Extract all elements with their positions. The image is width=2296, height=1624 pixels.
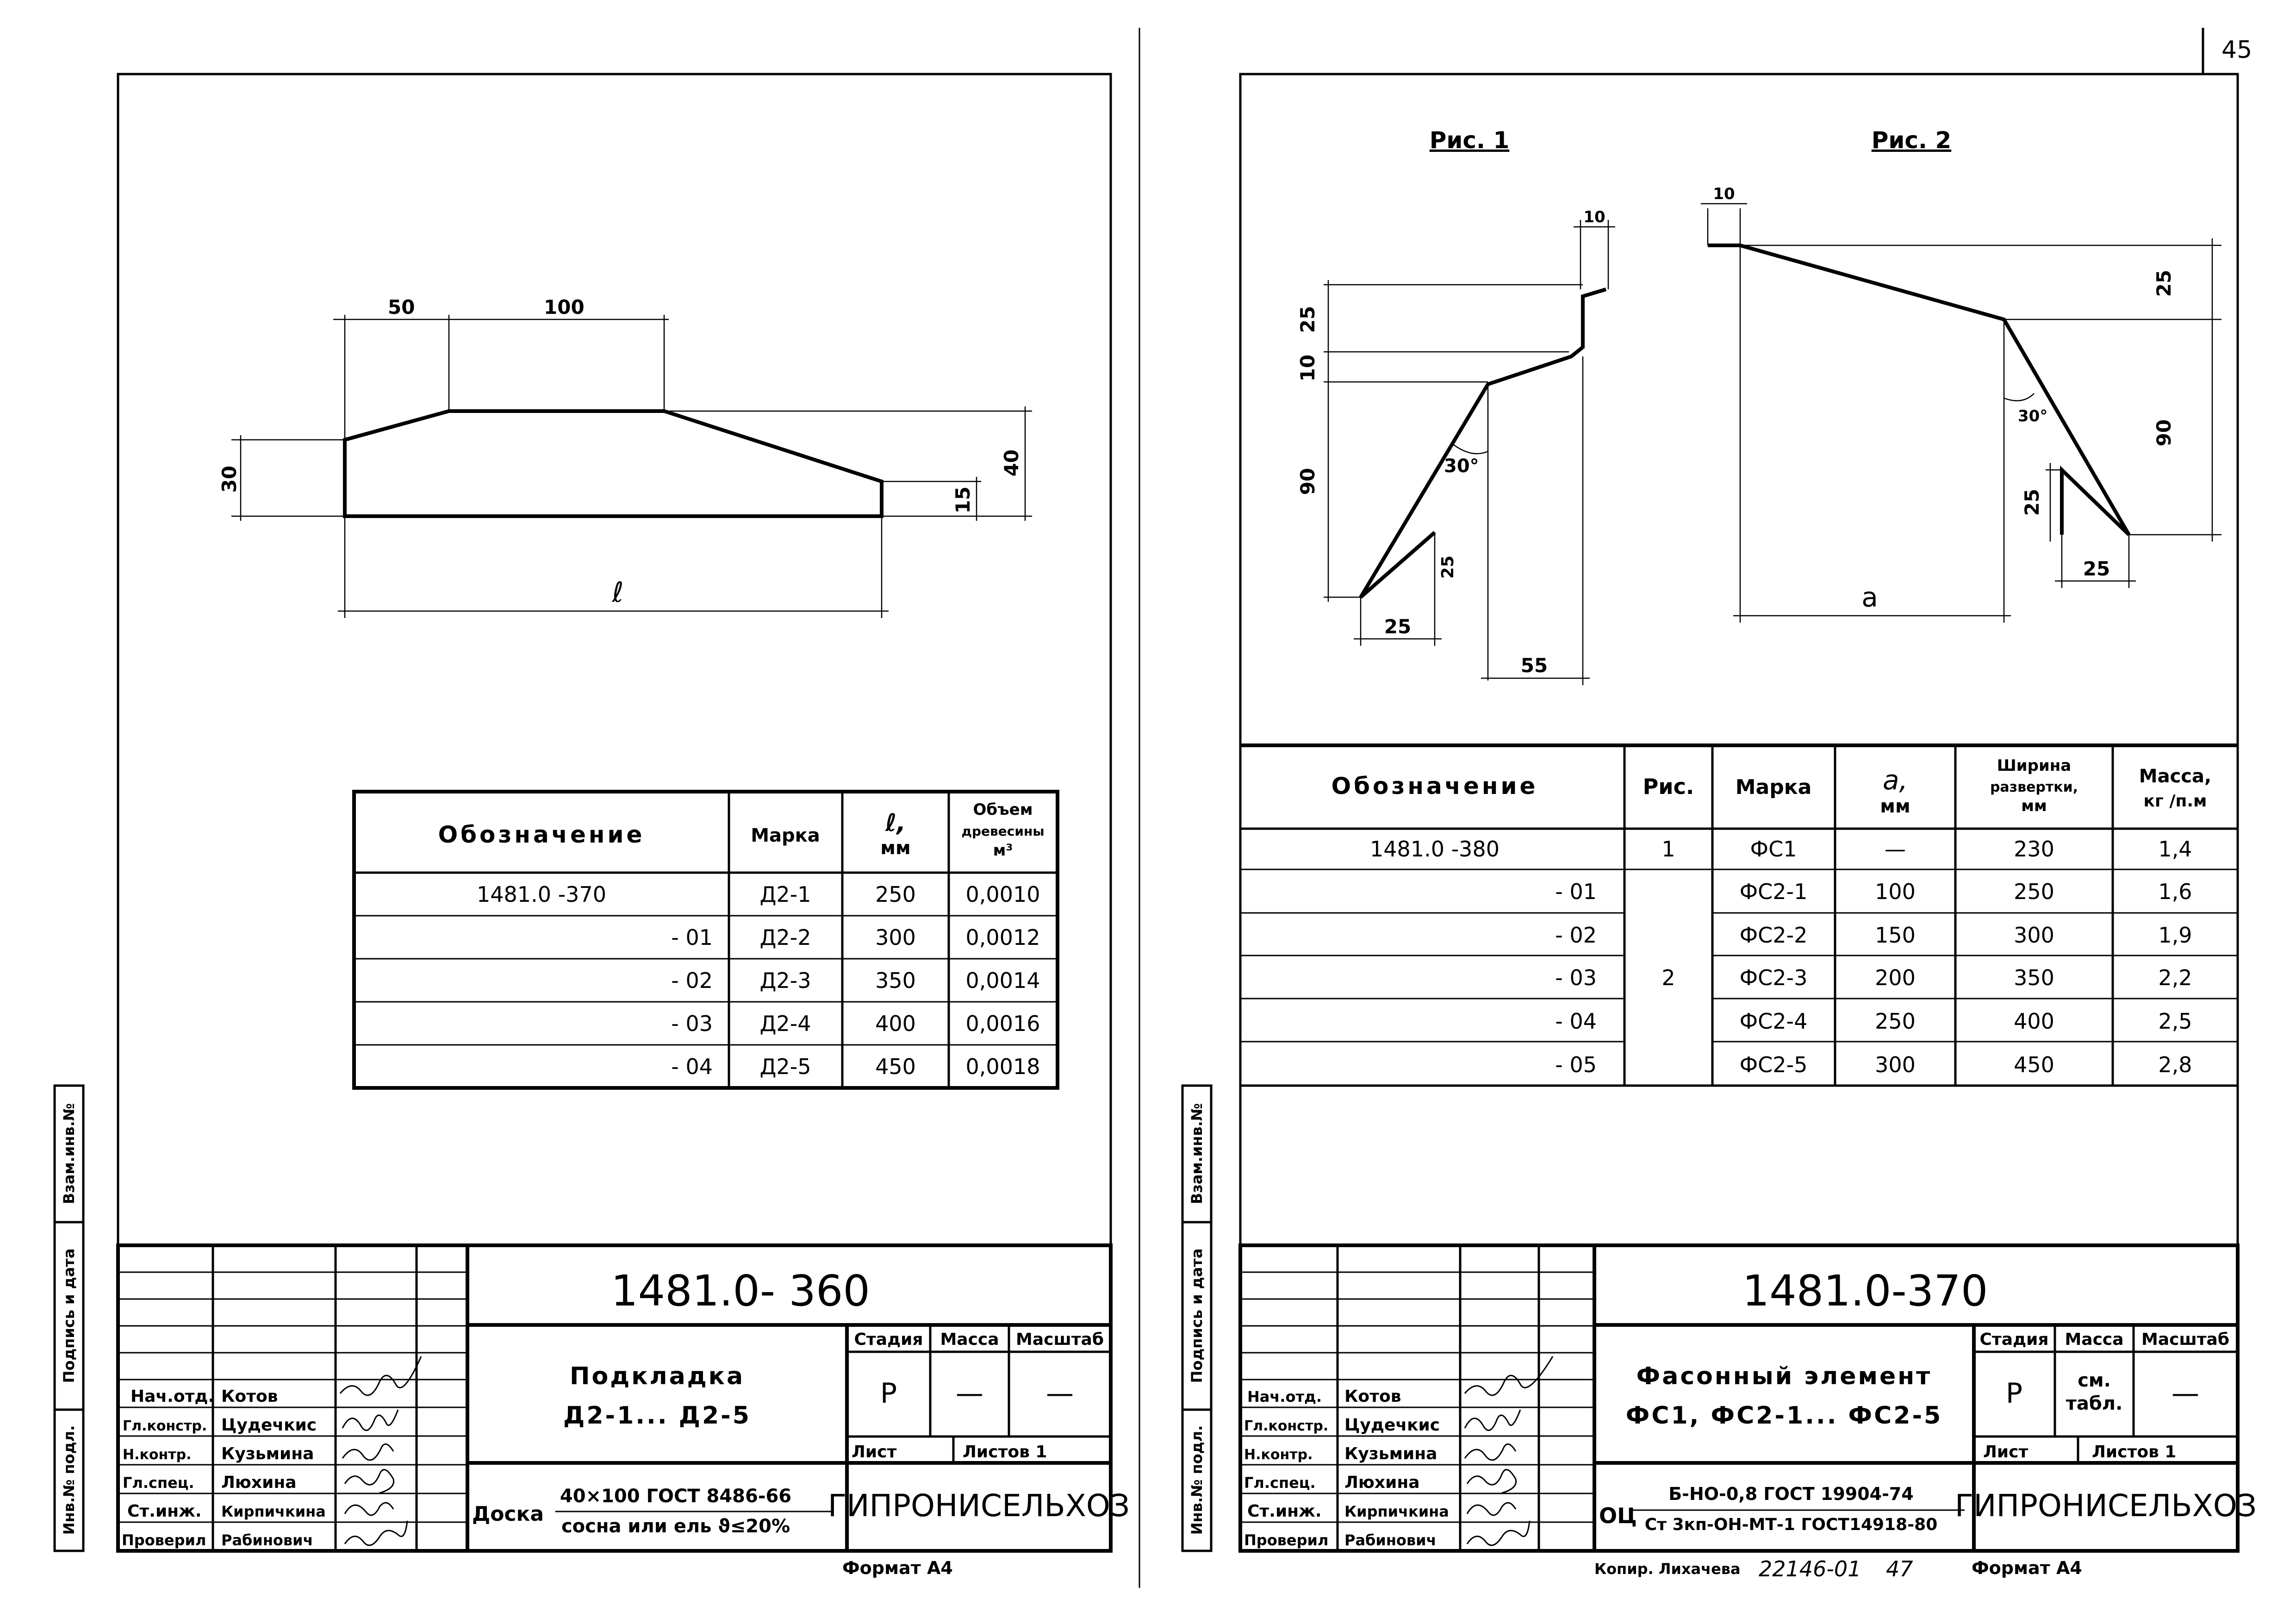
organization: ГИПРОНИСЕЛЬХОЗ (1954, 1488, 2257, 1524)
drawing-label: - 03 (1555, 965, 1597, 990)
drawing-label: 400 (2014, 1009, 2054, 1034)
dim-15: 15 (952, 486, 974, 514)
drawing-label: Ст 3кп-ОН-МТ-1 ГОСТ14918-80 (1644, 1515, 1938, 1534)
copied-by: Копир. Лихачева (1594, 1560, 1741, 1578)
drawing-label: ФС2-2 (1739, 923, 1808, 948)
drawing-label: Кузьмина (221, 1444, 314, 1463)
drawing-label: Люхина (1344, 1473, 1420, 1492)
fig1-hem (1361, 532, 1435, 597)
drawing-label: Ст.инж. (127, 1502, 202, 1521)
drawing-label: 0,0012 (965, 925, 1040, 950)
table-row (1555, 923, 2192, 948)
col-header-width: Ширина (1997, 756, 2072, 775)
drawing-label: Масса (2065, 1330, 2124, 1349)
podkladka-outline (345, 411, 882, 516)
drawing-label: 200 (1875, 965, 1916, 990)
drawing-label: - 02 (1555, 923, 1597, 948)
drawing-label: 25 (2083, 557, 2110, 580)
left-frame (118, 74, 1111, 1551)
drawing-label: Подпись и дата (1188, 1248, 1206, 1383)
col-header-a: a, (1883, 764, 1908, 796)
figure-1 (1296, 127, 1615, 685)
right-title-block (1240, 1245, 2257, 1551)
drawing-label: 1,6 (2158, 879, 2192, 904)
dim-50: 50 (388, 296, 415, 319)
drawing-label: 90 (2153, 419, 2175, 447)
page-number: 45 (2221, 36, 2252, 64)
drawing-label: мм (880, 837, 911, 859)
table-row (1555, 1052, 2192, 1077)
drawing-label: Гл.констр. (1244, 1418, 1329, 1434)
drawing-label: 150 (1875, 923, 1916, 948)
drawing-label: 1,4 (2158, 837, 2192, 862)
col-header-mark: Марка (751, 825, 820, 846)
drawing-label: Цудечкис (1344, 1416, 1440, 1435)
drawing-label: Рабинович (221, 1531, 313, 1549)
drawing-label: Проверил (1244, 1531, 1329, 1549)
drawing-label: кг /п.м (2143, 792, 2207, 811)
drawing-label: 40×100 ГОСТ 8486-66 (560, 1486, 792, 1507)
drawing-label: 55 (1520, 654, 1548, 677)
drawing-label: 0,0016 (965, 1011, 1040, 1036)
drawing-label: 25 (1384, 615, 1412, 638)
dim-100: 100 (544, 296, 585, 319)
fig2-profile (1708, 245, 2129, 535)
right-spec-table (1240, 745, 2238, 1086)
drawing-label: Гл.спец. (1244, 1474, 1316, 1492)
material-label: ОЦ (1599, 1503, 1637, 1528)
drawing-label: Котов (1344, 1387, 1401, 1406)
table-row (477, 882, 1040, 907)
drawing-label: Стадия (854, 1330, 923, 1349)
drawing-label: Котов (221, 1387, 278, 1406)
drawing-label: Р (2005, 1377, 2023, 1410)
drawing-label: - 05 (1555, 1052, 1597, 1077)
drawing-label: древесины (961, 824, 1045, 839)
drawing-label: 1481.0 -370 (477, 882, 606, 907)
stamp-inv-original: Инв.№ подл. (60, 1425, 78, 1535)
drawing-label: Кирпичкина (1344, 1503, 1449, 1520)
drawing-label: - 01 (671, 925, 713, 950)
col-header-mass: Масса, (2139, 766, 2212, 787)
stamp-inv-replaced: Взам.инв.№ (60, 1103, 78, 1205)
drawing-label: Масштаб (1016, 1330, 1104, 1349)
drawing-label: 2,5 (2158, 1009, 2192, 1034)
table-row (1555, 879, 2192, 904)
drawing-label: Ст.инж. (1247, 1502, 1322, 1521)
right-side-stamp (1182, 1086, 1211, 1551)
drawing-label: развертки, (1990, 779, 2078, 795)
drawing-label: - 01 (1555, 879, 1597, 904)
drawing-label: 300 (1875, 1052, 1916, 1077)
drawing-label: Н.контр. (1244, 1447, 1313, 1463)
col-header-mark: Марка (1735, 775, 1812, 799)
table-row (671, 1054, 1040, 1079)
doc-number: 1481.0- 360 (611, 1266, 870, 1316)
drawing-label: Р (880, 1377, 897, 1410)
drawing-label: Нач.отд. (131, 1387, 215, 1406)
drawing-label: Н.контр. (123, 1447, 192, 1463)
drawing-label: - 03 (671, 1011, 713, 1036)
drawing-label: ФС2-5 (1739, 1052, 1808, 1077)
page-ref: 47 (1886, 1556, 1913, 1581)
drawing-label: 250 (1875, 1009, 1916, 1034)
table-row (671, 968, 1040, 993)
dim-30: 30 (218, 465, 241, 493)
material-label: Доска (472, 1502, 544, 1526)
col-header-designation: Обозначение (1331, 773, 1538, 800)
drawing-label: Масштаб (2141, 1330, 2229, 1349)
drawing-label: 1,9 (2158, 923, 2192, 948)
drawing-label: мм (1880, 796, 1910, 817)
stamp-sign-date: Подпись и дата (60, 1248, 78, 1383)
right-frame (1240, 74, 2238, 1551)
drawing-label: 2,8 (2158, 1052, 2192, 1077)
drawing-label: 10 (1296, 354, 1319, 382)
drawing-label: 350 (2014, 965, 2054, 990)
drawing-label: 30° (1444, 456, 1479, 477)
drawing-label: Листов 1 (963, 1443, 1047, 1462)
col-header-designation: Обозначение (438, 821, 645, 848)
drawing-label: Листов 1 (2092, 1443, 2177, 1462)
part-name: Фасонный элемент (1636, 1362, 1932, 1390)
figure-2 (1701, 127, 2221, 623)
drawing-label: Кирпичкина (221, 1503, 326, 1520)
drawing-label: ФС1 (1750, 837, 1797, 862)
col-header-volume: Объем (973, 800, 1033, 819)
table-row (1555, 1009, 2192, 1034)
part-name: Подкладка (569, 1362, 745, 1390)
drawing-label: Д2-4 (759, 1011, 811, 1036)
left-sheet (55, 74, 1130, 1578)
drawing-label: 350 (875, 968, 916, 993)
drawing-label: 10 (1583, 208, 1605, 226)
drawing-label: Рабинович (1344, 1531, 1437, 1549)
drawing-label: Б-НО-0,8 ГОСТ 19904-74 (1668, 1484, 1914, 1504)
drawing-label: 450 (2014, 1052, 2054, 1077)
drawing-label: 100 (1875, 879, 1916, 904)
drawing-label: 300 (2014, 923, 2054, 948)
format-label: Формат А4 (842, 1558, 953, 1578)
drawing-label: Масса (940, 1330, 999, 1349)
drawing-label: 10 (1713, 185, 1735, 203)
signatures-scribble (340, 1356, 421, 1545)
drawing-label: м³ (993, 841, 1013, 860)
drawing-label: Гл.спец. (123, 1474, 194, 1492)
order-number: 22146-01 (1759, 1556, 1861, 1581)
table-row (671, 925, 1040, 950)
dim-40: 40 (1000, 449, 1023, 477)
drawing-label: 0,0010 (965, 882, 1040, 907)
drawing-label: Д2-2 (759, 925, 811, 950)
drawing-label: ФС1, ФС2-1... ФС2-5 (1625, 1402, 1943, 1430)
drawing-label: — (2172, 1377, 2199, 1410)
drawing-label: — (1885, 837, 1906, 862)
table-row (671, 1011, 1040, 1036)
left-side-stamp (55, 1086, 83, 1551)
drawing-label: - 04 (671, 1054, 713, 1079)
drawing-label: 90 (1296, 468, 1319, 495)
doc-number: 1481.0-370 (1742, 1266, 1988, 1316)
format-label: Формат А4 (1972, 1558, 2082, 1578)
drawing-label: 30° (2018, 407, 2048, 425)
drawing-label: 230 (2014, 837, 2054, 862)
drawing-label: 25 (1296, 306, 1319, 333)
drawing-label: 300 (875, 925, 916, 950)
drawing-label: Лист (1983, 1443, 2028, 1462)
drawing-label: Гл.констр. (123, 1418, 207, 1434)
drawing-label: 250 (875, 882, 916, 907)
drawing-label: см. (2078, 1370, 2111, 1391)
fig2-title: Рис. 2 (1871, 127, 1952, 154)
drawing-label: a (1861, 581, 1878, 613)
drawing-label: Лист (852, 1443, 897, 1462)
drawing-label: мм (2021, 797, 2047, 815)
left-title-block (118, 1245, 1130, 1551)
table-row (1370, 837, 2192, 862)
drawing-label: 450 (875, 1054, 916, 1079)
drawing-label: 2,2 (2158, 965, 2192, 990)
drawing-label: Д2-1 (759, 882, 811, 907)
drawing-label: 400 (875, 1011, 916, 1036)
drawing-label: Кузьмина (1344, 1444, 1437, 1463)
drawing-label: Взам.инв.№ (1188, 1103, 1206, 1205)
drawing-label: 250 (2014, 879, 2054, 904)
drawing-label: Проверил (122, 1531, 206, 1549)
right-sheet (1182, 74, 2257, 1581)
drawing-label: 25 (1438, 555, 1457, 579)
drawing-label: Д2-1... Д2-5 (563, 1402, 751, 1430)
drawing-label: Д2-3 (759, 968, 811, 993)
col-header-fig: Рис. (1643, 774, 1694, 799)
table-row (1555, 965, 2192, 990)
drawing-label: — (1046, 1377, 1074, 1410)
drawing-label: 25 (2153, 269, 2175, 297)
drawing-label: - 04 (1555, 1009, 1597, 1034)
organization: ГИПРОНИСЕЛЬХОЗ (828, 1488, 1130, 1524)
drawing-label: Д2-5 (759, 1054, 811, 1079)
dim-length: ℓ (612, 576, 624, 609)
drawing-label: 0,0018 (965, 1054, 1040, 1079)
drawing-label: 2 (1661, 965, 1675, 990)
drawing-label: 25 (2021, 488, 2043, 516)
drawing-label: Люхина (221, 1473, 297, 1492)
drawing-label: 1481.0 -380 (1370, 837, 1500, 862)
left-spec-table (354, 792, 1058, 1088)
drawing-label: 0,0014 (965, 968, 1040, 993)
drawing-label: сосна или ель ϑ≤20% (561, 1516, 790, 1537)
drawing-label: ФС2-3 (1739, 965, 1808, 990)
drawing-label: ФС2-4 (1739, 1009, 1808, 1034)
drawing-label: табл. (2066, 1393, 2123, 1414)
fig1-profile (1361, 289, 1606, 597)
drawing-label: - 02 (671, 968, 713, 993)
drawing-label: Инв.№ подл. (1188, 1425, 1206, 1535)
drawing-label: 1 (1661, 837, 1675, 862)
drawing-label: Нач.отд. (1247, 1388, 1322, 1405)
fig1-title: Рис. 1 (1429, 127, 1510, 154)
drawing-label: Стадия (1979, 1330, 2049, 1349)
drawing-label: ФС2-1 (1739, 879, 1808, 904)
podkladka-drawing (218, 296, 1032, 618)
col-header-length: ℓ, (885, 809, 906, 837)
drawing-label: — (956, 1377, 983, 1410)
drawing-label: Цудечкис (221, 1416, 317, 1435)
